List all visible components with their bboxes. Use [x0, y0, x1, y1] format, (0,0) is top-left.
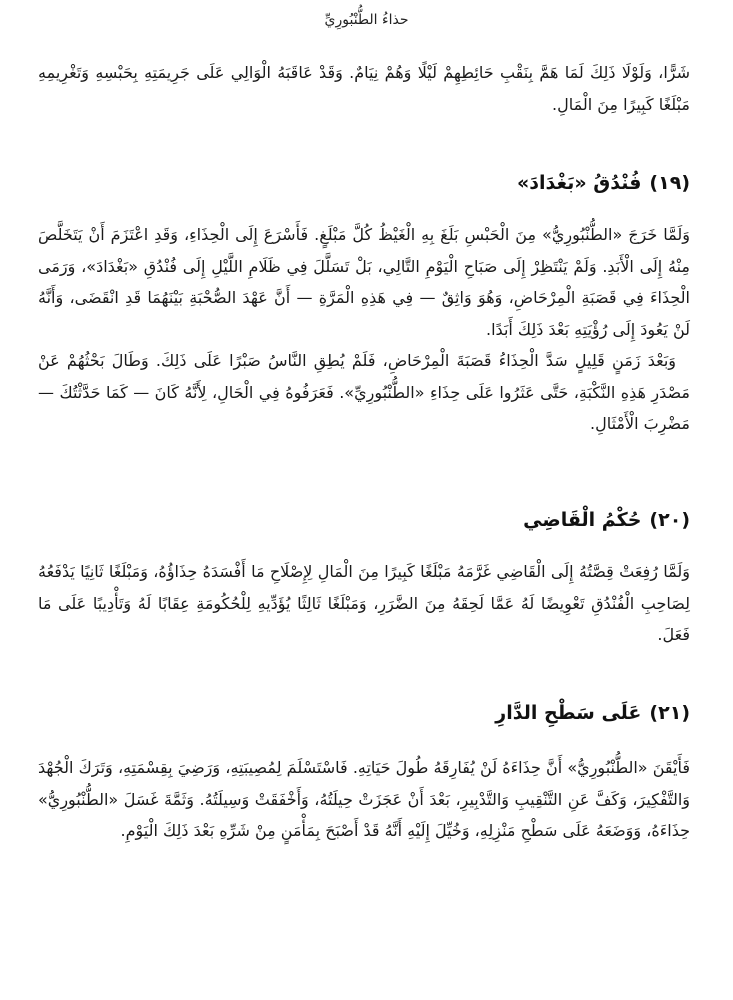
paragraph: وَلَمَّا رُفِعَتْ قِصَّتُهُ إِلَى الْقَاضِي غَرَّمَهُ مَبْلَغًا كَبِيرًا مِنَ الْمَالِ لِإِصْلَاحِ مَا أَفْسَدَهُ حِذَاؤُهُ، وَمَبْلَغًا ثَانِيًا يَدْفَعُهُ لِصَاحِبِ الْفُنْدُقِ تَعْوِيضًا لَهُ عَمَّا لَحِقَهُ مِنَ الضَّرَرِ، وَمَبْلَغًا ثَالِثًا يُؤَدِّيهِ لِلْحُكُومَةِ عِقَابًا لَهُ وَتَأْدِيبًا عَلَى مَا فَعَلَ.	[38, 562, 690, 644]
section-body-20	[38, 556, 690, 651]
section-heading-21	[38, 698, 690, 728]
section-number: (١٩)	[649, 172, 690, 194]
section-heading-20	[38, 505, 690, 535]
section-heading-19	[38, 168, 690, 198]
continuation-text	[38, 57, 690, 120]
paragraph: وَبَعْدَ زَمَنٍ قَلِيلٍ سَدَّ الْحِذَاءُ قَصَبَةَ الْمِرْحَاضِ، فَلَمْ يُطِقِ النَّاسُ صَبْرًا عَلَى ذَلِكَ. وَطَالَ بَحْثُهُمْ عَنْ مَصْدَرِ هَذِهِ النَّكْبَةِ، حَتَّى عَثَرُوا عَلَى حِذَاءِ «الطُّنْبُورِيِّ». فَعَرَفُوهُ فِي الْحَالِ، لِأَنَّهُ كَانَ — كَمَا حَدَّثْتُكَ — مَضْرِبَ الْأَمْثَالِ.	[38, 351, 690, 433]
section-number: (٢٠)	[649, 509, 690, 531]
paragraph: وَلَمَّا خَرَجَ «الطُّنْبُورِيُّ» مِنَ الْحَبْسِ بَلَغَ بِهِ الْغَيْظُ كُلَّ مَبْلَغٍ. فَأَسْرَعَ إِلَى الْحِذَاءِ، وَقَدِ اعْتَزَمَ أَنْ يَتَخَلَّصَ مِنْهُ إِلَى الْأَبَدِ. وَلَمْ يَنْتَظِرْ إِلَى صَبَاحِ الْيَوْمِ التَّالِي، بَلْ تَسَلَّلَ فِي ظَلَامِ اللَّيْلِ إِلَى فُنْدُقِ «بَغْدَادَ»، وَرَمَى الْحِذَاءَ فِي قَصَبَةِ الْمِرْحَاضِ، وَهُوَ وَاثِقٌ — فِي هَذِهِ الْمَرَّةِ — أَنَّ عَهْدَ الصُّحْبَةِ بَيْنَهُمَا قَدِ انْقَضَى، وَأَنَّهُ لَنْ يَعُودَ إِلَى رُؤْيَتِهِ بَعْدَ ذَلِكَ أَبَدًا.	[38, 225, 690, 339]
section-number: (٢١)	[649, 702, 690, 724]
section-title: حُكْمُ الْقَاضِي	[523, 509, 642, 531]
section-title: فُنْدُقُ «بَغْدَادَ»	[517, 172, 642, 194]
paragraph: شَرًّا، وَلَوْلَا ذَلِكَ لَمَا هَمَّ بِنَقْبِ حَائِطِهِمْ لَيْلًا وَهُمْ نِيَامٌ. وَقَدْ عَاقَبَهُ الْوَالِي عَلَى جَرِيمَتِهِ بِحَبْسِهِ وَتَغْرِيمِهِ مَبْلَغًا كَبِيرًا مِنَ الْمَالِ.	[38, 63, 690, 114]
paragraph: فَأَيْقَنَ «الطُّنْبُورِيُّ» أَنَّ حِذَاءَهُ لَنْ يُفَارِقَهُ طُولَ حَيَاتِهِ. فَاسْتَسْلَمَ لِمُصِيبَتِهِ، وَرَضِيَ بِقِسْمَتِهِ، وَتَرَكَ الْجُهْدَ وَالتَّفْكِيرَ، وَكَفَّ عَنِ التَّنْقِيبِ وَالتَّدْبِيرِ، بَعْدَ أَنْ عَجَزَتْ حِيلَتُهُ، وَأَخْفَقَتْ وَسِيلَتُهُ. وَثَمَّةَ غَسَلَ «الطُّنْبُورِيُّ» حِذَاءَهُ، وَوَضَعَهُ عَلَى سَطْحِ مَنْزِلِهِ، وَخُيِّلَ إِلَيْهِ أَنَّهُ قَدْ أَصْبَحَ بِمَأْمَنٍ مِنْ شَرِّهِ بَعْدَ ذَلِكَ الْيَوْمِ.	[38, 758, 690, 840]
running-header: حذاءُ الطُّنْبُورِيِّ	[324, 12, 409, 28]
section-body-21	[38, 752, 690, 847]
section-body-19	[38, 219, 690, 440]
section-title: عَلَى سَطْحِ الدَّارِ	[495, 702, 642, 724]
